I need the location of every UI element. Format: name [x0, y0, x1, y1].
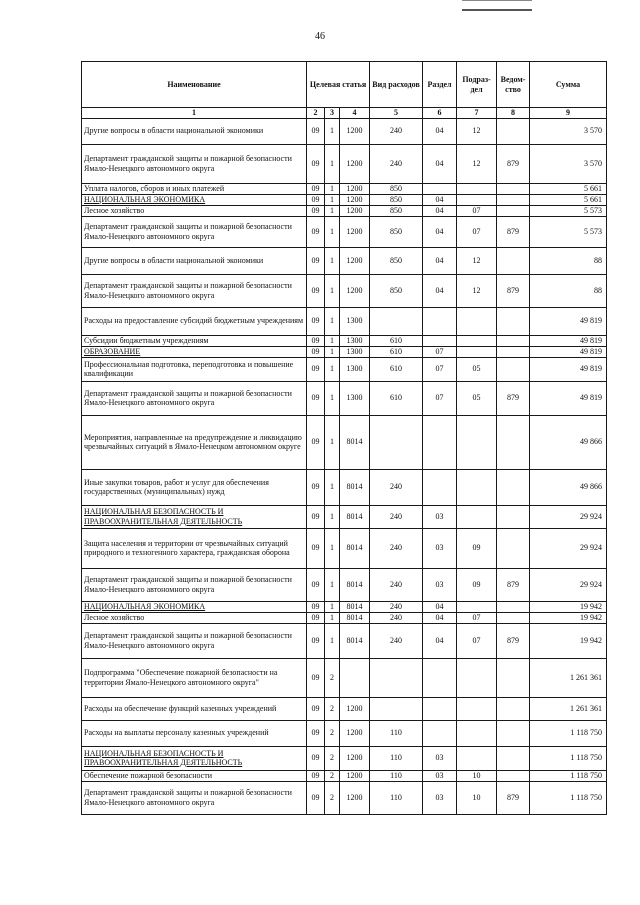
row-program: 09: [307, 183, 325, 194]
row-kind: 610: [370, 357, 423, 381]
row-sum: 1 118 750: [530, 746, 607, 770]
row-direction: 8014: [340, 415, 370, 469]
row-sum: 19 942: [530, 601, 607, 612]
row-name: Мероприятия, направленные на предупреждение и ликвидацию чрезвычайных ситуаций в Ямало-Ненецком автономном округе: [82, 415, 307, 469]
row-program: 09: [307, 205, 325, 216]
row-kind: 240: [370, 601, 423, 612]
row-program: 09: [307, 623, 325, 658]
index-cell: 3: [325, 108, 340, 119]
table-row: [82, 357, 607, 381]
row-program: 09: [307, 612, 325, 623]
row-section: 03: [423, 505, 457, 528]
row-section: [423, 335, 457, 346]
row-section: 03: [423, 770, 457, 781]
row-kind: 850: [370, 216, 423, 247]
table-row: [82, 144, 607, 183]
table-row: [82, 381, 607, 415]
row-sum: 29 924: [530, 505, 607, 528]
row-name: НАЦИОНАЛЬНАЯ ЭКОНОМИКА: [82, 601, 307, 612]
row-section: [423, 307, 457, 335]
table-row: [82, 335, 607, 346]
row-section: 04: [423, 623, 457, 658]
row-department: [497, 357, 530, 381]
row-section: 04: [423, 144, 457, 183]
row-sum: 49 819: [530, 357, 607, 381]
row-department: [497, 335, 530, 346]
row-program: 09: [307, 144, 325, 183]
row-department: [497, 601, 530, 612]
index-cell: 5: [370, 108, 423, 119]
row-subsection: [457, 307, 497, 335]
row-subprogram: 1: [325, 357, 340, 381]
table-row: [82, 194, 607, 205]
table-row: [82, 746, 607, 770]
row-kind: 240: [370, 505, 423, 528]
row-program: 09: [307, 346, 325, 357]
row-subsection: [457, 601, 497, 612]
table-row: [82, 781, 607, 814]
row-section: [423, 183, 457, 194]
row-subprogram: 2: [325, 697, 340, 720]
row-department: [497, 183, 530, 194]
row-name: Иные закупки товаров, работ и услуг для обеспечения государственных (муниципальных) нужд: [82, 469, 307, 505]
row-program: 09: [307, 357, 325, 381]
row-section: [423, 720, 457, 746]
row-department: [497, 658, 530, 697]
row-name: НАЦИОНАЛЬНАЯ БЕЗОПАСНОСТЬ И ПРАВООХРАНИТЕЛЬНАЯ ДЕЯТЕЛЬНОСТЬ: [82, 746, 307, 770]
table-row: [82, 469, 607, 505]
row-subprogram: 1: [325, 346, 340, 357]
row-subprogram: 1: [325, 415, 340, 469]
row-direction: [340, 658, 370, 697]
row-subprogram: 1: [325, 381, 340, 415]
table-row: [82, 658, 607, 697]
header-department: Ведом-ство: [497, 62, 530, 108]
row-direction: 1200: [340, 697, 370, 720]
row-name: ОБРАЗОВАНИЕ: [82, 346, 307, 357]
row-department: [497, 720, 530, 746]
row-program: 09: [307, 746, 325, 770]
row-department: [497, 307, 530, 335]
row-kind: [370, 697, 423, 720]
row-subsection: [457, 335, 497, 346]
row-subprogram: 2: [325, 770, 340, 781]
row-kind: 110: [370, 770, 423, 781]
index-cell: 6: [423, 108, 457, 119]
row-kind: 240: [370, 118, 423, 144]
header-target: Целевая статья: [307, 62, 370, 108]
row-kind: 240: [370, 568, 423, 601]
row-name: Департамент гражданской защиты и пожарной безопасности Ямало-Ненецкого автономного округа: [82, 568, 307, 601]
row-kind: 850: [370, 205, 423, 216]
row-subsection: 12: [457, 118, 497, 144]
row-department: 879: [497, 623, 530, 658]
row-section: 04: [423, 205, 457, 216]
table-row: [82, 720, 607, 746]
table-row: [82, 623, 607, 658]
row-direction: 1200: [340, 205, 370, 216]
row-name: Департамент гражданской защиты и пожарной безопасности Ямало-Ненецкого автономного округа: [82, 781, 307, 814]
row-name: Уплата налогов, сборов и иных платежей: [82, 183, 307, 194]
row-program: 09: [307, 505, 325, 528]
row-subsection: 05: [457, 381, 497, 415]
row-direction: 8014: [340, 528, 370, 568]
row-department: [497, 194, 530, 205]
row-program: 09: [307, 781, 325, 814]
row-section: [423, 415, 457, 469]
row-sum: 29 924: [530, 528, 607, 568]
row-subprogram: 1: [325, 144, 340, 183]
row-subprogram: 1: [325, 194, 340, 205]
row-department: [497, 746, 530, 770]
scan-edge-mark: [462, 0, 532, 11]
row-sum: 49 819: [530, 381, 607, 415]
row-name: Расходы на выплаты персоналу казенных учреждений: [82, 720, 307, 746]
row-department: [497, 415, 530, 469]
row-section: [423, 697, 457, 720]
table-row: [82, 118, 607, 144]
row-sum: 88: [530, 274, 607, 307]
row-program: 09: [307, 528, 325, 568]
table-row: [82, 247, 607, 274]
row-sum: 5 661: [530, 183, 607, 194]
row-sum: 1 118 750: [530, 781, 607, 814]
row-subsection: [457, 505, 497, 528]
row-name: Департамент гражданской защиты и пожарной безопасности Ямало-Ненецкого автономного округа: [82, 274, 307, 307]
row-name: Подпрограмма "Обеспечение пожарной безопасности на территории Ямало-Ненецкого автономного округа": [82, 658, 307, 697]
row-name: НАЦИОНАЛЬНАЯ БЕЗОПАСНОСТЬ И ПРАВООХРАНИТЕЛЬНАЯ ДЕЯТЕЛЬНОСТЬ: [82, 505, 307, 528]
row-section: 04: [423, 216, 457, 247]
row-name: Другие вопросы в области национальной экономики: [82, 247, 307, 274]
row-kind: 850: [370, 183, 423, 194]
index-cell: 9: [530, 108, 607, 119]
table-row: [82, 601, 607, 612]
row-subsection: 09: [457, 528, 497, 568]
row-subprogram: 1: [325, 247, 340, 274]
row-subprogram: 1: [325, 568, 340, 601]
row-kind: 110: [370, 746, 423, 770]
row-subsection: 07: [457, 205, 497, 216]
row-sum: 5 661: [530, 194, 607, 205]
row-program: 09: [307, 697, 325, 720]
row-subsection: 07: [457, 623, 497, 658]
row-kind: [370, 307, 423, 335]
row-sum: 1 261 361: [530, 697, 607, 720]
row-department: [497, 205, 530, 216]
row-program: 09: [307, 194, 325, 205]
header-sum: Сумма: [530, 62, 607, 108]
row-subprogram: 2: [325, 720, 340, 746]
row-kind: 610: [370, 335, 423, 346]
row-department: [497, 697, 530, 720]
row-kind: 610: [370, 346, 423, 357]
table-row: [82, 505, 607, 528]
row-subsection: 12: [457, 247, 497, 274]
row-direction: 1300: [340, 381, 370, 415]
row-sum: 19 942: [530, 623, 607, 658]
row-subsection: 07: [457, 216, 497, 247]
row-sum: 49 866: [530, 415, 607, 469]
row-subprogram: 1: [325, 274, 340, 307]
row-subprogram: 2: [325, 746, 340, 770]
row-section: 07: [423, 381, 457, 415]
row-subprogram: 1: [325, 118, 340, 144]
row-department: 879: [497, 781, 530, 814]
row-section: 07: [423, 346, 457, 357]
row-sum: 29 924: [530, 568, 607, 601]
row-department: [497, 612, 530, 623]
row-sum: 1 261 361: [530, 658, 607, 697]
row-department: 879: [497, 144, 530, 183]
row-subsection: [457, 194, 497, 205]
row-kind: 240: [370, 623, 423, 658]
row-subprogram: 1: [325, 216, 340, 247]
row-section: [423, 658, 457, 697]
row-sum: 1 118 750: [530, 770, 607, 781]
row-section: 07: [423, 357, 457, 381]
header-section: Раздел: [423, 62, 457, 108]
row-subsection: [457, 720, 497, 746]
table-body: [82, 118, 607, 814]
row-sum: 5 573: [530, 216, 607, 247]
row-subprogram: 2: [325, 658, 340, 697]
row-sum: 1 118 750: [530, 720, 607, 746]
row-subsection: [457, 415, 497, 469]
row-direction: 1200: [340, 194, 370, 205]
row-kind: [370, 415, 423, 469]
row-department: [497, 528, 530, 568]
row-program: 09: [307, 658, 325, 697]
row-kind: 240: [370, 144, 423, 183]
row-sum: 49 866: [530, 469, 607, 505]
row-program: 09: [307, 601, 325, 612]
row-department: 879: [497, 274, 530, 307]
row-name: Другие вопросы в области национальной экономики: [82, 118, 307, 144]
row-subprogram: 1: [325, 469, 340, 505]
row-department: [497, 770, 530, 781]
table-row: [82, 528, 607, 568]
row-direction: 1200: [340, 746, 370, 770]
row-subprogram: 2: [325, 781, 340, 814]
row-program: 09: [307, 216, 325, 247]
row-subprogram: 1: [325, 528, 340, 568]
row-sum: 49 819: [530, 335, 607, 346]
table-row: [82, 205, 607, 216]
row-sum: 49 819: [530, 307, 607, 335]
row-subprogram: 1: [325, 601, 340, 612]
table-row: [82, 697, 607, 720]
row-sum: 88: [530, 247, 607, 274]
row-name: Департамент гражданской защиты и пожарной безопасности Ямало-Ненецкого автономного округа: [82, 623, 307, 658]
row-kind: 240: [370, 612, 423, 623]
row-program: 09: [307, 415, 325, 469]
table-row: [82, 183, 607, 194]
row-subprogram: 1: [325, 205, 340, 216]
row-subsection: [457, 658, 497, 697]
row-section: 04: [423, 274, 457, 307]
row-program: 09: [307, 770, 325, 781]
row-subsection: [457, 746, 497, 770]
row-subprogram: 1: [325, 183, 340, 194]
row-section: 03: [423, 528, 457, 568]
row-section: 04: [423, 194, 457, 205]
row-sum: 49 819: [530, 346, 607, 357]
row-direction: 1200: [340, 247, 370, 274]
row-kind: 850: [370, 194, 423, 205]
row-subprogram: 1: [325, 623, 340, 658]
table-row: [82, 568, 607, 601]
row-department: 879: [497, 381, 530, 415]
row-section: 03: [423, 568, 457, 601]
row-direction: 1200: [340, 770, 370, 781]
index-cell: 1: [82, 108, 307, 119]
row-subsection: [457, 346, 497, 357]
row-name: Департамент гражданской защиты и пожарной безопасности Ямало-Ненецкого автономного округа: [82, 144, 307, 183]
table-row: [82, 274, 607, 307]
row-section: 03: [423, 746, 457, 770]
row-name: Департамент гражданской защиты и пожарной безопасности Ямало-Ненецкого автономного округа: [82, 381, 307, 415]
row-direction: 8014: [340, 505, 370, 528]
page-number: 46: [315, 31, 325, 42]
row-direction: 1300: [340, 335, 370, 346]
row-sum: 3 570: [530, 144, 607, 183]
header-kind: Вид расходов: [370, 62, 423, 108]
row-kind: 850: [370, 274, 423, 307]
row-subsection: [457, 469, 497, 505]
row-direction: 1200: [340, 183, 370, 194]
row-subsection: 09: [457, 568, 497, 601]
row-subprogram: 1: [325, 335, 340, 346]
row-kind: 110: [370, 781, 423, 814]
row-program: 09: [307, 568, 325, 601]
row-kind: 110: [370, 720, 423, 746]
row-program: 09: [307, 118, 325, 144]
row-subsection: 10: [457, 770, 497, 781]
row-subprogram: 1: [325, 612, 340, 623]
row-section: 03: [423, 781, 457, 814]
row-subsection: [457, 697, 497, 720]
table-row: [82, 415, 607, 469]
row-section: [423, 469, 457, 505]
row-department: [497, 118, 530, 144]
index-cell: 8: [497, 108, 530, 119]
row-direction: 1300: [340, 357, 370, 381]
row-subprogram: 1: [325, 307, 340, 335]
row-sum: 5 573: [530, 205, 607, 216]
table-row: [82, 216, 607, 247]
row-direction: 1200: [340, 781, 370, 814]
row-name: Защита населения и территории от чрезвычайных ситуаций природного и техногенного характера, гражданская оборона: [82, 528, 307, 568]
index-cell: 2: [307, 108, 325, 119]
row-program: 09: [307, 381, 325, 415]
row-subsection: 07: [457, 612, 497, 623]
row-direction: 1200: [340, 274, 370, 307]
row-name: Профессиональная подготовка, переподготовка и повышение квалификации: [82, 357, 307, 381]
table-row: [82, 770, 607, 781]
row-program: 09: [307, 469, 325, 505]
row-kind: 240: [370, 469, 423, 505]
row-program: 09: [307, 307, 325, 335]
row-sum: 19 942: [530, 612, 607, 623]
row-program: 09: [307, 274, 325, 307]
row-direction: 1200: [340, 118, 370, 144]
header-subsection: Подраз-дел: [457, 62, 497, 108]
budget-table: [81, 61, 607, 815]
row-direction: 8014: [340, 469, 370, 505]
row-direction: 8014: [340, 601, 370, 612]
row-kind: 610: [370, 381, 423, 415]
row-name: Субсидии бюджетным учреждениям: [82, 335, 307, 346]
row-program: 09: [307, 247, 325, 274]
row-subsection: [457, 183, 497, 194]
row-department: 879: [497, 568, 530, 601]
row-kind: 850: [370, 247, 423, 274]
row-program: 09: [307, 720, 325, 746]
index-row: [82, 108, 607, 119]
row-direction: 1200: [340, 144, 370, 183]
index-cell: 4: [340, 108, 370, 119]
row-section: 04: [423, 612, 457, 623]
row-direction: 8014: [340, 623, 370, 658]
row-department: [497, 469, 530, 505]
row-department: [497, 247, 530, 274]
row-direction: 8014: [340, 568, 370, 601]
row-section: 04: [423, 118, 457, 144]
row-subsection: 10: [457, 781, 497, 814]
row-section: 04: [423, 601, 457, 612]
row-subsection: 12: [457, 144, 497, 183]
row-subsection: 12: [457, 274, 497, 307]
row-name: Лесное хозяйство: [82, 612, 307, 623]
row-name: Обеспечение пожарной безопасности: [82, 770, 307, 781]
row-direction: 8014: [340, 612, 370, 623]
row-kind: 240: [370, 528, 423, 568]
header-name: Наименование: [82, 62, 307, 108]
row-name: НАЦИОНАЛЬНАЯ ЭКОНОМИКА: [82, 194, 307, 205]
row-direction: 1200: [340, 216, 370, 247]
row-department: [497, 505, 530, 528]
row-direction: 1300: [340, 346, 370, 357]
row-direction: 1200: [340, 720, 370, 746]
row-sum: 3 570: [530, 118, 607, 144]
row-department: [497, 346, 530, 357]
table-row: [82, 612, 607, 623]
row-name: Расходы на предоставление субсидий бюджетным учреждениям: [82, 307, 307, 335]
row-subsection: 05: [457, 357, 497, 381]
row-subprogram: 1: [325, 505, 340, 528]
row-direction: 1300: [340, 307, 370, 335]
index-cell: 7: [457, 108, 497, 119]
row-name: Лесное хозяйство: [82, 205, 307, 216]
row-kind: [370, 658, 423, 697]
row-name: Департамент гражданской защиты и пожарной безопасности Ямало-Ненецкого автономного округа: [82, 216, 307, 247]
row-program: 09: [307, 335, 325, 346]
row-department: 879: [497, 216, 530, 247]
header-row: [82, 62, 607, 108]
table-row: [82, 346, 607, 357]
row-section: 04: [423, 247, 457, 274]
row-name: Расходы на обеспечение функций казенных учреждений: [82, 697, 307, 720]
table-row: [82, 307, 607, 335]
